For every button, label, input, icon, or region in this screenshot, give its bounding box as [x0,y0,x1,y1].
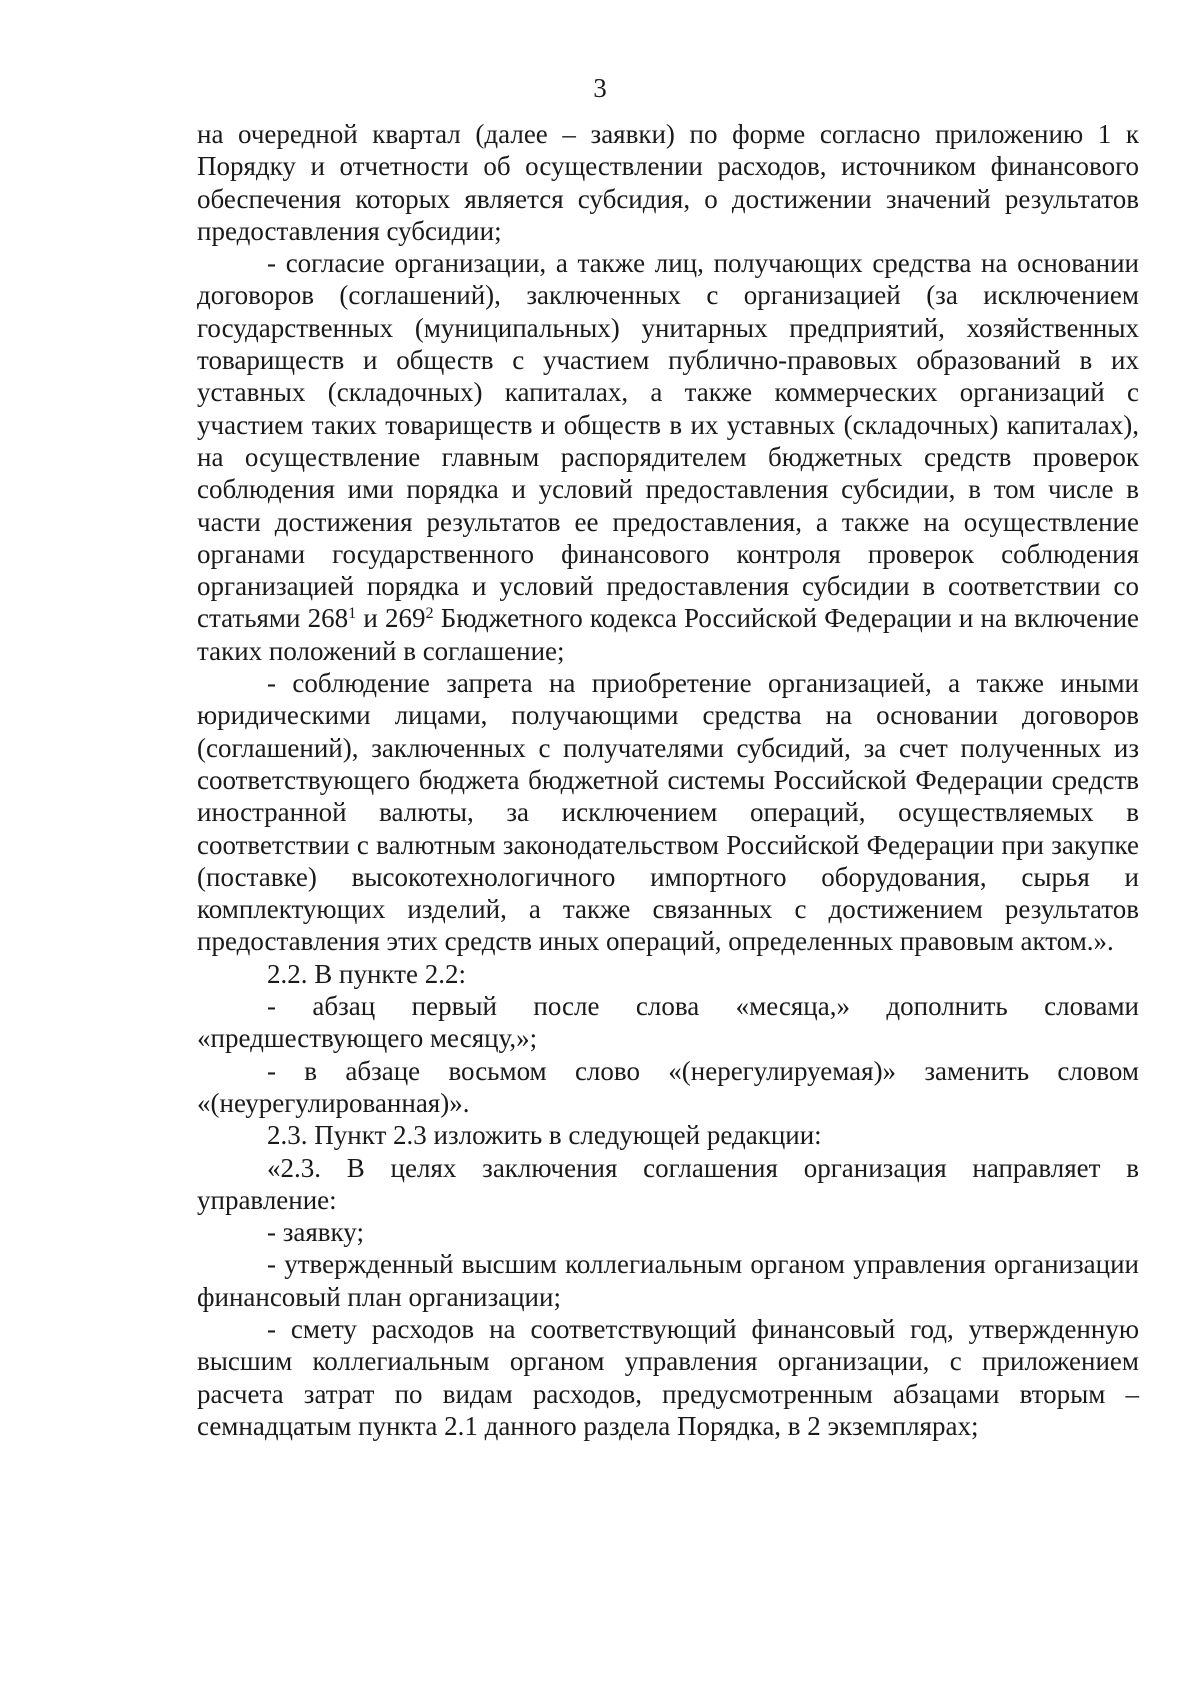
superscript-1: 1 [348,604,357,623]
list-item-application: - заявку; [267,1217,364,1248]
paragraph-consent [197,247,1139,667]
paragraph-currency-ban: - соблюдение запрета на приобретение организацией, а также иными юридическими лицами, получающими средства на основании договоров (соглашений), заключенных с получателями субсидий, за счет полученных из соответствующего бюджета бюджетной системы Российской Федерации средств иностранной валюты, за исключением операций, осуществляемых в соответствии с валютным законодательством Российской Федерации при закупке (поставке) высокотехнологичного импортного оборудования, сырья и комплектующих изделий, а также связанных с достижением результатов предоставления этих средств иных операций, определенных правовым актом.». [197,668,1139,957]
paragraph-eighth-abzac: - в абзаце восьмом слово «(нерегулируемая)» заменить словом «(неурегулированная)». [197,1055,1139,1118]
paragraph-clause-2-3: 2.3. Пункт 2.3 изложить в следующей редакции: [267,1120,822,1151]
paragraph-consent-text-c: Бюджетного кодекса Российской Федерации и на включение таких положений в соглашение; [197,603,1139,666]
document-body [197,118,1139,1442]
paragraph-consent-text-a: - согласие организации, а также лиц, получающих средства на основании договоров (соглашений), заключенных с организацией (за исключением государственных (муниципальных) унитарных предприятий, хозяйственных товариществ и обществ с участием публично-правовых образований в их уставных (складочных) капиталах, а также коммерческих организаций с участием таких товариществ и обществ в их уставных (складочных) капиталах), на осуществление главным распорядителем бюджетных средств проверок соблюдения ими порядка и условий предоставления субсидии, в том числе в части достижения результатов ее предоставления, а также на осуществление органами государственного финансового контроля проверок соблюдения организацией порядка и условий предоставления субсидии в соответствии со статьями 268 [197,248,1139,634]
list-item-cost-estimate: - смету расходов на соответствующий финансовый год, утвержденную высшим коллегиальным органом управления организации, с приложением расчета затрат по видам расходов, предусмотренным абзацами вторым – семнадцатым пункта 2.1 данного раздела Порядка, в 2 экземплярах; [197,1313,1139,1441]
superscript-2: 2 [425,604,434,623]
list-item-financial-plan: - утвержденный высшим коллегиальным органом управления организации финансовый план организации; [197,1249,1139,1312]
paragraph-clause-2-2: 2.2. В пункте 2.2: [267,958,466,989]
paragraph-first-abzac: - абзац первый после слова «месяца,» дополнить словами «предшествующего месяцу,»; [197,991,1139,1054]
paragraph-continuation: на очередной квартал (далее – заявки) по форме согласно приложению 1 к Порядку и отчетности об осуществлении расходов, источником финансового обеспечения которых является субсидия, о достижении значений результатов предоставления субсидии; [197,119,1139,246]
page-number: 3 [593,73,607,103]
paragraph-consent-text-b: и 269 [356,603,426,634]
paragraph-clause-2-3-new: «2.3. В целях заключения соглашения организация направляет в управление: [197,1152,1139,1215]
